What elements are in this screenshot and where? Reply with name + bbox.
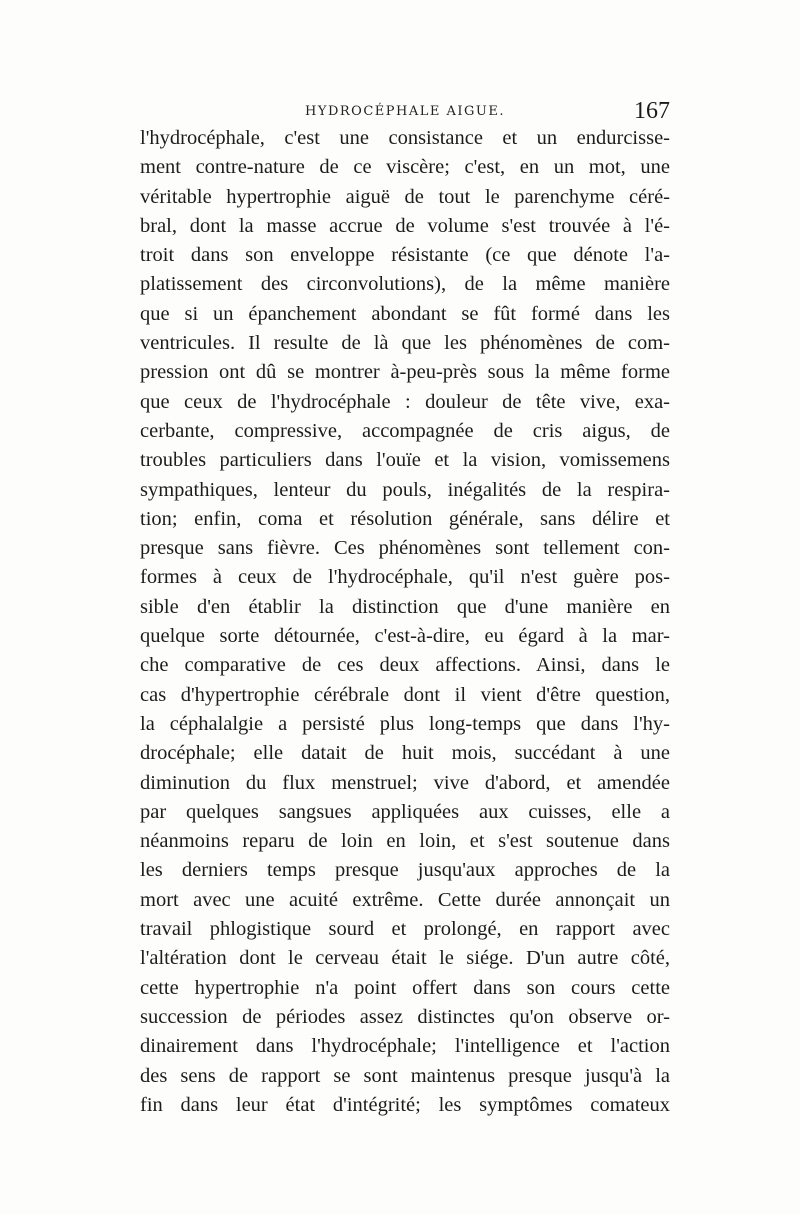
- text-line: ment contre-nature de ce viscère; c'est, en un mot, une: [140, 156, 670, 179]
- running-title: HYDROCÉPHALE AIGUE.: [305, 104, 505, 119]
- text-line: succession de périodes assez distinctes qu'on observe or-: [140, 1005, 670, 1028]
- text-line: cas d'hypertrophie cérébrale dont il vient d'être question,: [140, 683, 670, 706]
- text-line: formes à ceux de l'hydrocéphale, qu'il n'est guère pos-: [140, 566, 670, 589]
- text-line: mort avec une acuité extrême. Cette durée annonçait un: [140, 888, 670, 911]
- body-text: [140, 124, 670, 1120]
- text-line: sible d'en établir la distinction que d'une manière en: [140, 595, 670, 618]
- text-line: quelque sorte détournée, c'est-à-dire, eu égard à la mar-: [140, 625, 670, 648]
- text-line: les derniers temps presque jusqu'aux approches de la: [140, 859, 670, 882]
- text-line: néanmoins reparu de loin en loin, et s'est soutenue dans: [140, 830, 670, 853]
- text-line: travail phlogistique sourd et prolongé, en rapport avec: [140, 918, 670, 941]
- text-line: véritable hypertrophie aiguë de tout le parenchyme céré-: [140, 185, 670, 208]
- text-line: troubles particuliers dans l'ouïe et la vision, vomissemens: [140, 449, 670, 472]
- text-line: drocéphale; elle datait de huit mois, succédant à une: [140, 742, 670, 765]
- text-line: tion; enfin, coma et résolution générale, sans délire et: [140, 507, 670, 530]
- text-line: che comparative de ces deux affections. Ainsi, dans le: [140, 654, 670, 677]
- text-line: cerbante, compressive, accompagnée de cris aigus, de: [140, 419, 670, 442]
- page-number: 167: [634, 98, 670, 124]
- text-line: l'hydrocéphale, c'est une consistance et un endurcisse-: [140, 127, 670, 149]
- text-line: que si un épanchement abondant se fût formé dans les: [140, 302, 670, 325]
- text-line: troit dans son enveloppe résistante (ce que dénote l'a-: [140, 244, 670, 267]
- text-line: par quelques sangsues appliquées aux cuisses, elle a: [140, 800, 670, 823]
- text-line: bral, dont la masse accrue de volume s'est trouvée à l'é-: [140, 214, 670, 237]
- text-line: des sens de rapport se sont maintenus presque jusqu'à la: [140, 1064, 670, 1087]
- text-line: platissement des circonvolutions), de la même manière: [140, 273, 670, 296]
- text-line: la céphalalgie a persisté plus long-temps que dans l'hy-: [140, 712, 670, 735]
- text-line: pression ont dû se montrer à-peu-près sous la même forme: [140, 361, 670, 384]
- text-line: presque sans fièvre. Ces phénomènes sont tellement con-: [140, 537, 670, 560]
- text-line: l'altération dont le cerveau était le siége. D'un autre côté,: [140, 947, 670, 970]
- text-line: ventricules. Il resulte de là que les phénomènes de com-: [140, 332, 670, 355]
- text-line: cette hypertrophie n'a point offert dans son cours cette: [140, 976, 670, 999]
- text-line: que ceux de l'hydrocéphale : douleur de tête vive, exa-: [140, 390, 670, 413]
- text-line: fin dans leur état d'intégrité; les symptômes comateux: [140, 1093, 670, 1116]
- text-line: diminution du flux menstruel; vive d'abord, et amendée: [140, 771, 670, 794]
- text-line: dinairement dans l'hydrocéphale; l'intelligence et l'action: [140, 1035, 670, 1058]
- text-line: sympathiques, lenteur du pouls, inégalités de la respira-: [140, 478, 670, 501]
